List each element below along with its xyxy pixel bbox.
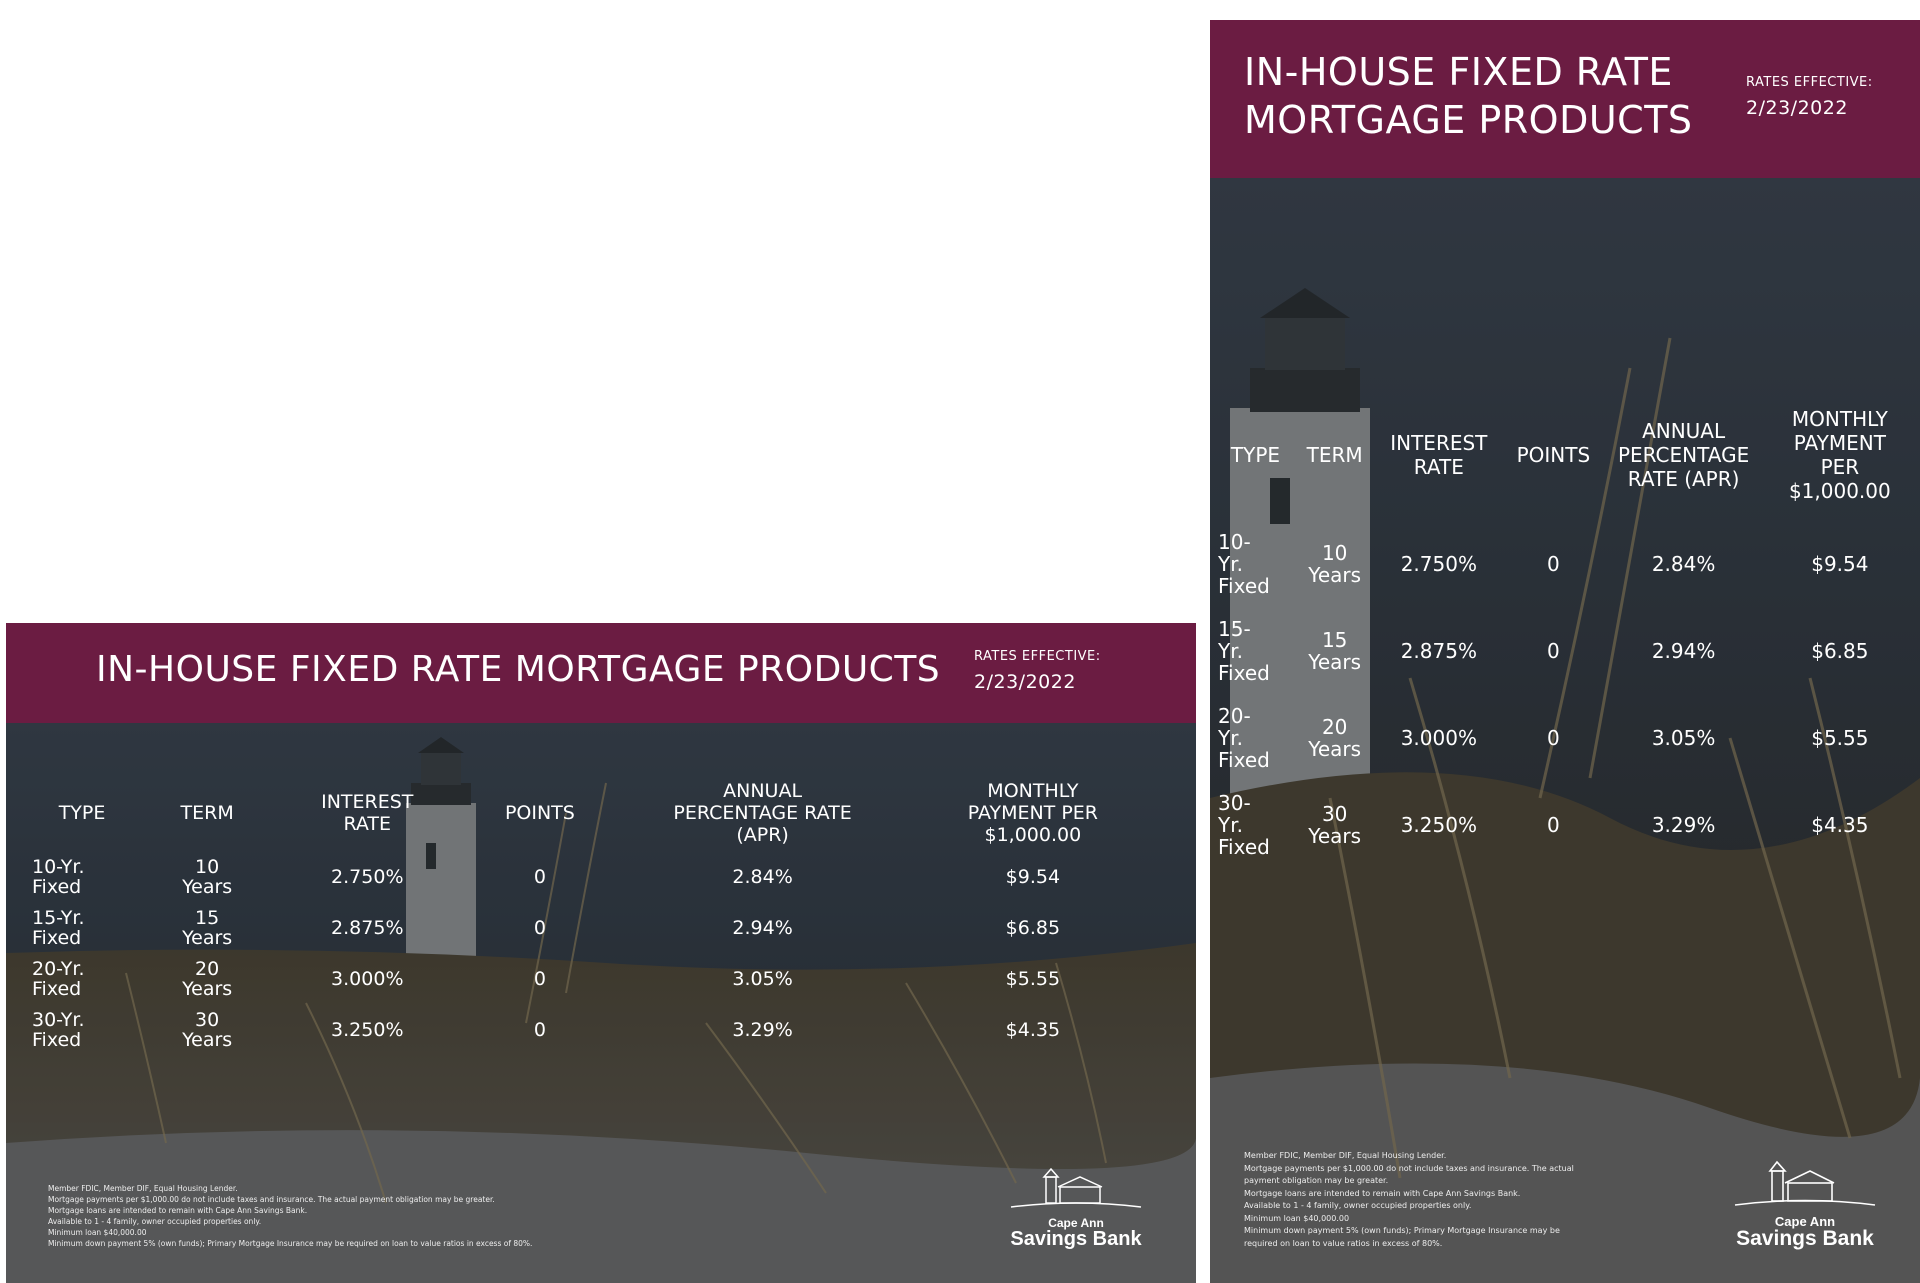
- cell-type: 20-Yr. Fixed: [32, 957, 85, 1000]
- disclaimer-line: payment obligation may be greater.: [1244, 1176, 1389, 1185]
- bank-logo: [996, 1163, 1156, 1249]
- col-header-interest-rate: INTEREST RATE: [1390, 431, 1488, 479]
- cell-term: 30 Years: [1308, 801, 1362, 848]
- disclaimer-line: Minimum down payment 5% (own funds); Primary Mortgage Insurance may be: [1244, 1226, 1560, 1235]
- cell-type: 10-Yr. Fixed: [32, 855, 85, 898]
- cell-apr: 3.05%: [1651, 725, 1716, 750]
- cell-interest-rate: 2.875%: [1400, 638, 1477, 663]
- rates-effective-date: 2/23/2022: [974, 671, 1076, 693]
- page-title: IN-HOUSE FIXED RATE MORTGAGE PRODUCTS: [96, 649, 941, 690]
- rates-table-portrait: [1218, 390, 1918, 868]
- disclaimer-line: Minimum loan $40,000.00: [48, 1228, 147, 1237]
- cell-apr: 3.29%: [732, 1018, 793, 1041]
- portrait-flyer: [1210, 20, 1920, 1283]
- cell-term: 15 Years: [1308, 627, 1362, 674]
- cell-type: 15-Yr. Fixed: [32, 906, 85, 949]
- cell-interest-rate: 3.000%: [331, 967, 404, 990]
- cell-apr: 2.94%: [732, 916, 793, 939]
- cell-payment: $4.35: [1005, 1018, 1061, 1041]
- disclaimer-line: required on loan to value ratios in excess of 80%.: [1244, 1238, 1443, 1248]
- table-row: [32, 953, 1168, 1004]
- cell-apr: 3.29%: [1651, 812, 1716, 837]
- table-row: [32, 1004, 1168, 1055]
- disclaimer-line: Available to 1 - 4 family, owner occupied properties only.: [48, 1217, 262, 1226]
- cell-apr: 3.05%: [732, 967, 793, 990]
- disclaimer-line: Member FDIC, Member DIF, Equal Housing Lender.: [1244, 1151, 1447, 1160]
- col-header-apr: ANNUAL PERCENTAGE RATE (APR): [1617, 419, 1750, 491]
- landscape-flyer: [6, 623, 1196, 1283]
- disclaimer-line: Available to 1 - 4 family, owner occupied properties only.: [1244, 1201, 1472, 1210]
- col-header-apr: ANNUAL PERCENTAGE RATE (APR): [673, 780, 852, 846]
- cell-term: 10 Years: [182, 855, 233, 898]
- col-header-term: TERM: [180, 802, 234, 824]
- logo-line2: Savings Bank: [1736, 1227, 1874, 1250]
- disclaimer-line: Minimum down payment 5% (own funds); Primary Mortgage Insurance may be required on loan to value ratios in excess of 80%.: [48, 1239, 533, 1248]
- page-title-portrait: [1244, 48, 1693, 144]
- cell-interest-rate: 3.250%: [331, 1018, 404, 1041]
- table-row: [1218, 520, 1918, 607]
- table-row: [32, 902, 1168, 953]
- bank-logo-portrait: [1720, 1155, 1890, 1249]
- cell-payment: $6.85: [1005, 916, 1061, 939]
- cell-interest-rate: 2.750%: [1400, 551, 1477, 576]
- disclaimer-line: Mortgage payments per $1,000.00 do not include taxes and insurance. The actual payment obligation may be greater.: [48, 1195, 495, 1204]
- title-line2: MORTGAGE PRODUCTS: [1244, 98, 1693, 142]
- cell-apr: 2.94%: [1651, 638, 1716, 663]
- cell-term: 10 Years: [1308, 540, 1362, 587]
- table-row: [1218, 781, 1918, 868]
- disclaimer-line: Mortgage loans are intended to remain with Cape Ann Savings Bank.: [1244, 1188, 1521, 1198]
- title-line1: IN-HOUSE FIXED RATE: [1244, 50, 1673, 94]
- cell-type: 30-Yr. Fixed: [32, 1008, 85, 1051]
- col-header-points: POINTS: [504, 802, 575, 824]
- cell-interest-rate: 2.875%: [331, 916, 404, 939]
- col-header-payment: MONTHLY PAYMENT PER $1,000.00: [1788, 407, 1891, 503]
- col-header-type: TYPE: [1230, 443, 1281, 467]
- rates-effective-date-portrait: 2/23/2022: [1746, 97, 1848, 119]
- col-header-interest-rate: INTEREST RATE: [321, 791, 414, 835]
- cell-points: 0: [533, 865, 546, 888]
- cell-payment: $5.55: [1005, 967, 1061, 990]
- header-bar: [6, 623, 1196, 723]
- col-header-payment: MONTHLY PAYMENT PER $1,000.00: [967, 780, 1098, 846]
- cell-points: 0: [533, 916, 546, 939]
- cell-payment: $6.85: [1811, 638, 1869, 663]
- cell-type: 15- Yr. Fixed: [1218, 616, 1270, 685]
- cell-payment: $5.55: [1811, 725, 1869, 750]
- cell-points: 0: [1547, 551, 1560, 576]
- rates-table: [32, 775, 1168, 1055]
- cell-interest-rate: 2.750%: [331, 865, 404, 888]
- disclaimer-portrait: [1244, 1150, 1574, 1250]
- cell-interest-rate: 3.000%: [1400, 725, 1477, 750]
- col-header-type: TYPE: [58, 802, 106, 824]
- cell-apr: 2.84%: [732, 865, 793, 888]
- table-row: [1218, 607, 1918, 694]
- rates-effective-label-portrait: RATES EFFECTIVE:: [1746, 75, 1873, 90]
- col-header-term: TERM: [1306, 443, 1363, 467]
- disclaimer-line: Mortgage loans are intended to remain with Cape Ann Savings Bank.: [48, 1206, 308, 1215]
- disclaimer-line: Minimum loan $40,000.00: [1244, 1213, 1350, 1223]
- lighthouse-logo-icon: [1006, 1163, 1146, 1213]
- table-row: [32, 851, 1168, 902]
- table-row: [1218, 694, 1918, 781]
- logo-line1: Cape Ann: [1774, 1214, 1836, 1229]
- lighthouse-logo-icon: [1730, 1155, 1880, 1211]
- cell-points: 0: [1547, 725, 1560, 750]
- cell-points: 0: [533, 1018, 546, 1041]
- cell-apr: 2.84%: [1651, 551, 1716, 576]
- cell-payment: $9.54: [1811, 551, 1869, 576]
- cell-term: 20 Years: [182, 957, 233, 1000]
- logo-line1: Cape Ann: [1048, 1216, 1104, 1230]
- cell-points: 0: [1547, 812, 1560, 837]
- logo-line2: Savings Bank: [1010, 1228, 1142, 1250]
- cell-payment: $9.54: [1005, 865, 1061, 888]
- header-bar-portrait: [1210, 20, 1920, 178]
- disclaimer: [48, 1183, 532, 1249]
- cell-type: 10- Yr. Fixed: [1218, 529, 1270, 598]
- cell-term: 15 Years: [182, 906, 233, 949]
- cell-type: 30- Yr. Fixed: [1218, 790, 1270, 859]
- rates-effective-label: RATES EFFECTIVE:: [974, 649, 1101, 664]
- cell-term: 30 Years: [182, 1008, 233, 1051]
- cell-points: 0: [533, 967, 546, 990]
- cell-points: 0: [1547, 638, 1560, 663]
- disclaimer-line: Member FDIC, Member DIF, Equal Housing Lender.: [48, 1184, 238, 1193]
- col-header-points: POINTS: [1516, 443, 1591, 467]
- cell-type: 20- Yr. Fixed: [1218, 703, 1270, 772]
- cell-term: 20 Years: [1308, 714, 1362, 761]
- cell-interest-rate: 3.250%: [1400, 812, 1477, 837]
- disclaimer-line: Mortgage payments per $1,000.00 do not include taxes and insurance. The actual: [1244, 1163, 1574, 1173]
- cell-payment: $4.35: [1811, 812, 1869, 837]
